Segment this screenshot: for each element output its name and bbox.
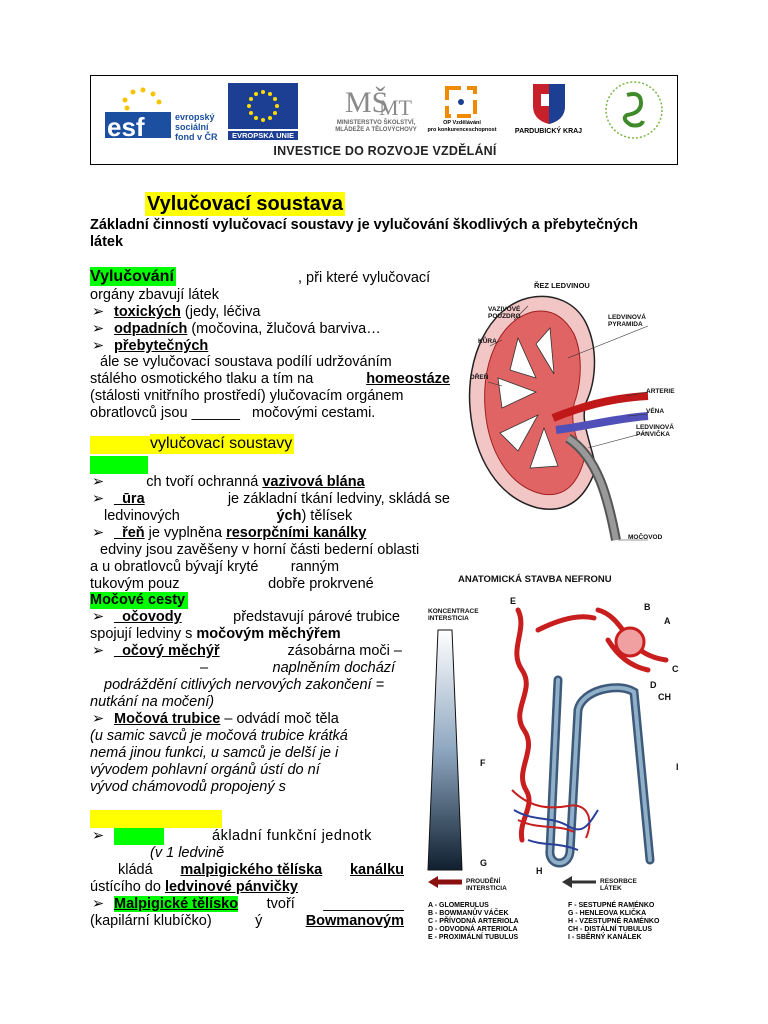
prebytecne-term: přebytečných bbox=[114, 338, 209, 354]
kidney-label-pyramida: LEDVINOVÁ PYRAMIDA bbox=[608, 314, 646, 328]
para-line-2: stálého osmotického tlaku a tím na homeostáze bbox=[90, 371, 450, 387]
msmt-text-1: MINISTERSTVO ŠKOLSTVÍ, bbox=[336, 120, 416, 126]
para-line-3: (stálosti vnitřního prostředí) ylučovacím orgánem bbox=[90, 388, 404, 404]
page-title: Vylučovací soustava bbox=[147, 193, 344, 215]
op-square-icon bbox=[427, 84, 497, 120]
malpigicke-telisko-heading: Malpigické tělísko bbox=[114, 896, 239, 912]
n-line-5: ➢ Malpigické tělísko tvoří __________ bbox=[92, 896, 404, 912]
nephron-letter-b: B bbox=[644, 602, 651, 612]
nephron-diagram bbox=[418, 570, 694, 950]
kidney-label-dren: DŘEŇ bbox=[470, 374, 489, 381]
kidney-label-arterie: ARTERIE bbox=[646, 388, 675, 395]
highlight-green-nefron bbox=[114, 828, 164, 845]
highlight-yellow-block bbox=[90, 436, 150, 454]
bullet-odpadni: ➢ odpadních (močovina, žlučová barviva… bbox=[92, 321, 381, 337]
n-line-3: kládá malpigického tělíska kanálku bbox=[118, 862, 404, 878]
nephron-legend-right: F - SESTUPNÉ RAMÉNKO G - HENLEOVA KLIČKA H - VZESTUPNÉ RAMÉNKO CH - DISTÁLNÍ TUBULUS I - SBĚRNÝ KANÁLEK bbox=[568, 902, 660, 941]
vazivova-blana-term: vazivová blána bbox=[262, 474, 365, 490]
odpadni-term: odpadních bbox=[114, 321, 188, 337]
para-line-4: obratlovců jsou ______ močovými cestami. bbox=[90, 405, 376, 421]
s2-line-5: edviny jsou zavěšeny v horní části bederní oblasti bbox=[100, 542, 420, 558]
nephron-letter-c: C bbox=[672, 664, 679, 674]
kraj-label: PARDUBICKÝ KRAJ bbox=[514, 128, 583, 135]
svg-text:MT: MT bbox=[379, 95, 412, 118]
ledvinova-panvicka-term: ledvinové pánvičky bbox=[164, 879, 298, 895]
mc-line-3: ➢ _očový měchýř zásobárna moči – bbox=[92, 643, 402, 659]
para-line-1: ále se vylučovací soustava podílí udržováním bbox=[100, 354, 392, 370]
nephron-letter-f: F bbox=[480, 758, 486, 768]
n-line-1-text: ákladní funkční jednotk bbox=[212, 828, 372, 844]
mocove-cesty-heading: Močové cesty bbox=[90, 592, 188, 609]
nephron-figure bbox=[418, 570, 694, 950]
intro-line-1: Základní činností vylučovací soustavy je vylučování škodlivých a přebytečných bbox=[90, 217, 638, 233]
kanalek-term: kanálku bbox=[349, 862, 404, 878]
homeostaze-term: homeostáze bbox=[366, 371, 450, 387]
vyl-line-2: orgány zbavují látek bbox=[90, 287, 219, 303]
esf-text-3: fond v ČR bbox=[175, 132, 218, 142]
nephron-title: ANATOMICKÁ STAVBA NEFRONU bbox=[458, 574, 612, 585]
nephron-legend-left: A - GLOMERULUS B - BOWMANŮV VÁČEK C - PŘÍVODNÁ ARTERIOLA D - ODVODNÁ ARTERIOLA E - PROXIMÁLNÍ TUBULUS bbox=[428, 902, 519, 941]
mocova-trubice-term: Močová trubice bbox=[114, 711, 221, 727]
mc-line-7: ➢ Močová trubice – odvádí moč těla bbox=[92, 711, 339, 727]
op-text-2: pro konkurenceschopnost bbox=[427, 127, 497, 133]
kidney-label-mocovod: MOČOVOD bbox=[628, 534, 663, 541]
intro-line-2: látek bbox=[90, 234, 124, 250]
n-line-2: (v 1 ledvině bbox=[150, 845, 225, 861]
mc-line-8: (u samic savců je močová trubice krátká bbox=[90, 728, 348, 744]
kidney-title: ŘEZ LEDVINOU bbox=[534, 281, 590, 290]
op-logo bbox=[427, 84, 497, 142]
nephron-letter-e: E bbox=[510, 596, 517, 606]
kidney-section-figure bbox=[458, 268, 684, 552]
nephron-letter-d: D bbox=[650, 680, 657, 690]
nephron-letter-ch: CH bbox=[658, 692, 671, 702]
n-line-6: (kapilární klubíčko) ý Bowmanovým bbox=[90, 913, 404, 929]
nephron-letter-h: H bbox=[536, 866, 543, 876]
mc-line-11: vývod chámovodů propojený s bbox=[90, 779, 286, 795]
kidney-label-pouzdro: VAZIVOVÉ POUZDRO bbox=[488, 306, 521, 320]
mc-line-4: – naplněním dochází bbox=[200, 660, 396, 676]
seal-icon bbox=[603, 79, 665, 141]
mc-line-2: spojují ledviny s močovým měchýřem bbox=[90, 626, 341, 642]
esf-star-icon bbox=[103, 84, 173, 140]
kura-term: _ūra bbox=[114, 491, 145, 507]
funding-banner bbox=[90, 75, 678, 165]
kidney-label-vena: VÉNA bbox=[646, 408, 665, 415]
s2-line-1: ➢ ch tvoří ochranná vazivová blána bbox=[92, 474, 365, 490]
eu-flag-icon bbox=[228, 83, 298, 129]
nephron-proudeni-1: PROUDĚNÍ bbox=[466, 878, 501, 885]
highlight-green-block bbox=[90, 456, 148, 474]
esf-logo bbox=[103, 84, 223, 140]
s2-line-7: tukovým pouz dobře prokrvené bbox=[90, 576, 374, 592]
section2-heading: vylučovací soustavy bbox=[150, 435, 293, 452]
pardubicky-kraj-logo bbox=[511, 82, 586, 140]
mc-line-5: podráždění citlivých nervových zakončení = bbox=[104, 677, 385, 693]
eu-label: EVROPSKÁ UNIE bbox=[228, 131, 298, 140]
svg-text:MŠ: MŠ bbox=[345, 86, 389, 118]
banner-title: INVESTICE DO ROZVOJE VZDĚLÁNÍ bbox=[273, 144, 497, 158]
nephron-resorbce-1: RESORBCE bbox=[600, 878, 637, 885]
mocovody-term: _očovody bbox=[114, 609, 182, 625]
bullet-prebytecne: ➢ přebytečných bbox=[92, 338, 209, 354]
kidney-label-kura: KŮRA bbox=[478, 338, 497, 345]
op-text-1: OP Vzdělávání bbox=[443, 120, 481, 126]
esf-text-1: evropský bbox=[175, 112, 215, 122]
s2-line-2: ➢ _ūra je základní tkání ledviny, skládá se bbox=[92, 491, 450, 507]
highlight-yellow-nefron bbox=[90, 810, 222, 828]
nephron-letter-g: G bbox=[480, 858, 488, 868]
n-line-4: ústícího do ledvinové pánvičky bbox=[90, 879, 298, 895]
msmt-logo bbox=[331, 82, 421, 140]
nephron-letter-i: I bbox=[676, 762, 679, 772]
eu-logo bbox=[228, 83, 298, 141]
kraj-coat-of-arms-icon bbox=[511, 82, 586, 124]
nephron-konc-2: INTERSTICIA bbox=[428, 615, 469, 622]
nephron-resorbce-2: LÁTEK bbox=[600, 885, 622, 892]
nephron-letter-a: A bbox=[664, 616, 671, 626]
nephron-konc-1: KONCENTRACE bbox=[428, 608, 479, 615]
bullet-toxicke: ➢ toxických (jedy, léčiva bbox=[92, 304, 261, 320]
esf-brand-text: esf bbox=[107, 112, 145, 140]
s2-line-3: ledvinových ých) tělísek bbox=[104, 508, 353, 524]
mc-line-6: nutkání na močení) bbox=[90, 694, 215, 710]
school-seal-logo bbox=[603, 79, 665, 141]
vylucovani-heading: Vylučování bbox=[90, 268, 174, 285]
mc-line-9: nemá jinou funkci, u samců je delší je i bbox=[90, 745, 339, 761]
dren-term: _řeň bbox=[114, 525, 145, 541]
kidney-label-panvicka: LEDVINOVÁ PÁNVIČKA bbox=[636, 424, 674, 438]
mc-line-1: ➢ _očovody představují párové trubice bbox=[92, 609, 400, 625]
mc-line-10: vývodem pohlavní orgánů ústí do ní bbox=[90, 762, 320, 778]
esf-text-2: sociální bbox=[175, 122, 209, 132]
s2-line-6: a u obratlovců bývají kryté ranným bbox=[90, 559, 340, 575]
msmt-text-2: MLÁDEŽE A TĚLOVÝCHOVY bbox=[335, 127, 417, 133]
toxicke-term: toxických bbox=[114, 304, 181, 320]
mocovy-mechyr-term: _očový měchýř bbox=[114, 643, 220, 659]
nephron-proudeni-2: INTERSTICIA bbox=[466, 885, 507, 892]
malpigicke-telisko-term: malpigického tělíska bbox=[180, 862, 323, 878]
bowmanuv-term: Bowmanovým bbox=[305, 913, 404, 929]
s2-line-4: ➢ _řeň je vyplněna resorpčními kanálky bbox=[92, 525, 367, 541]
resorpcni-kanalky-term: resorpčními kanálky bbox=[226, 525, 367, 541]
msmt-monogram-icon bbox=[331, 82, 421, 118]
n-line-1: ➢ bbox=[92, 828, 105, 844]
vyl-rest: , při které vylučovací bbox=[298, 270, 431, 286]
